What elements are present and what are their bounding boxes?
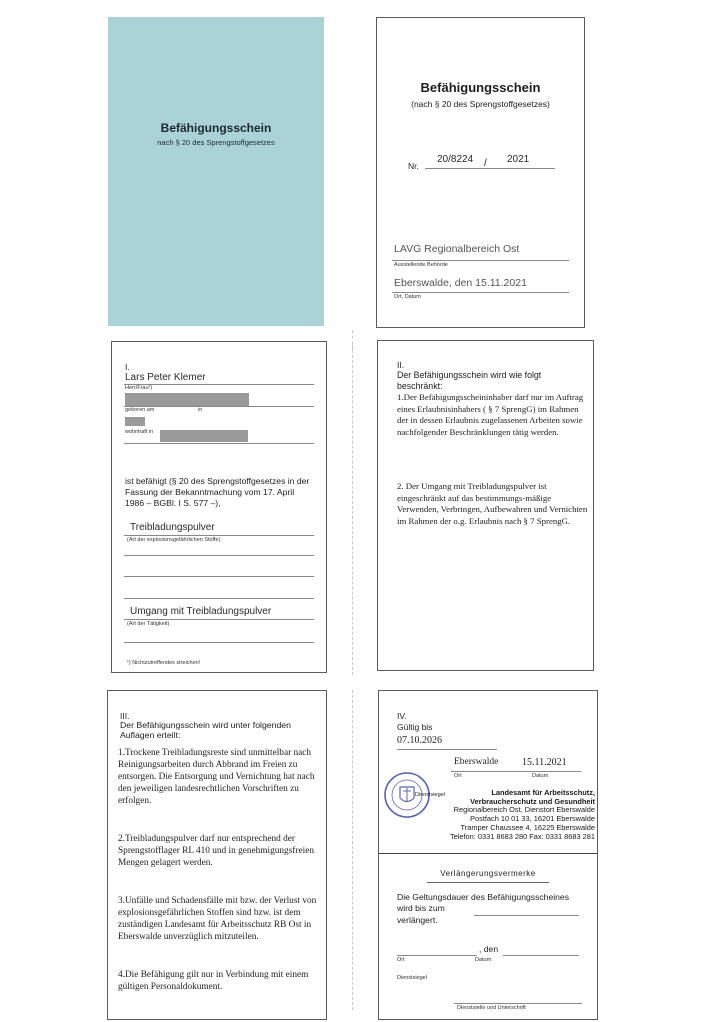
- page-two-intro: Der Befähigungsschein wird wie folgt beschränkt:: [397, 370, 542, 391]
- stamp-line-4: Postfach 10 01 33, 16201 Eberswalde: [470, 814, 595, 824]
- extension-end: verlängert.: [397, 915, 438, 925]
- nr-year: 2021: [507, 154, 530, 165]
- name-line: [124, 384, 314, 385]
- title-page: [376, 17, 585, 328]
- valid-until-line: [397, 749, 497, 750]
- extension-title-underline: [427, 882, 549, 883]
- issue-date: 15.11.2021: [522, 757, 567, 768]
- place-date-label: Ort, Datum: [394, 294, 421, 300]
- extension-ort-label: Ort: [397, 957, 405, 963]
- condition-4: 4.Die Befähigung gilt nur in Verbindung mit einem gültigen Personaldokument.: [118, 970, 309, 992]
- activity-extra-line: [124, 642, 314, 643]
- authority-line: [392, 260, 569, 261]
- page-three: [107, 690, 327, 1020]
- booklet-cover: [108, 17, 324, 326]
- restriction-1: 1.Der Befähigungsscheininhaber darf nur im Auftrag eines Erlaubnisinhabers ( § 7 SprengG) im Rahmen der in dessen Erlaubnis zugelassenen Arbeiten sowie nachfolgender Beschränklungen tätig werden.: [397, 392, 584, 438]
- title-page-title: Befähigungsschein: [420, 80, 541, 95]
- born-in-label: in: [198, 407, 203, 413]
- activity-value: Umgang mit Treibladungspulver: [130, 606, 272, 617]
- extension-date-line: [474, 915, 579, 916]
- stamp-line-2: Verbraucherschutz und Gesundheit: [470, 796, 595, 806]
- gutter-line-bottom: [352, 690, 353, 1010]
- substance-label: (Art der explosionsgefährlichen Stoffe): [127, 537, 221, 543]
- issue-line: [451, 771, 581, 772]
- condition-3: 3.Unfälle und Schadensfälle mit bzw. der Verlust von explosionsgefährlichen Stoffen sind bzw. ist dem zuständigen Landesamt für Arbeitsschutz RB Ost in Eberswalde unverzüglich mitzuteilen.: [118, 896, 317, 942]
- title-page-subtitle: (nach § 20 des Sprengstoffgesetzes): [411, 99, 550, 109]
- activity-label: (Art der Tätigkeit): [127, 621, 170, 627]
- page-three-intro: Der Befähigungsschein wird unter folgenden Auflagen erteilt:: [120, 720, 291, 741]
- page-one-number: I.: [125, 362, 130, 372]
- name-label: Herr/Frau¹): [125, 385, 153, 391]
- substance-extra-line-1: [124, 555, 314, 556]
- residence-line: [124, 443, 314, 444]
- extension-datum-label: Datum: [475, 957, 492, 963]
- extension-title: Verlängerungsvermerke: [440, 869, 536, 878]
- signature-label: Dienststelle und Unterschrift: [457, 1005, 526, 1011]
- place-date: Eberswalde, den 15.11.2021: [394, 277, 527, 289]
- place-date-line: [392, 292, 569, 293]
- qualification-text: ist befähigt (§ 20 des Sprengstoffgesetzes in der Fassung der Bekanntmachung vom 17. April 1986 – BGBl. I S. 577 –),: [125, 476, 310, 509]
- condition-1: 1.Trockene Treibladungsreste sind unmittelbar nach Reinigungsarbeiten durch Abbrand im Freien zu entsorgen. Die Entsorgung und Vernichtung hat nach den jeweiligen landesrechtlichen Vorschriften zu erfolgen.: [118, 748, 315, 806]
- page-four: [378, 690, 598, 1020]
- residence-label: wohnhaft in: [125, 429, 154, 435]
- substance-extra-line-3: [124, 598, 314, 599]
- substance-extra-line-2: [124, 576, 314, 577]
- valid-until-label: Gültig bis: [397, 722, 433, 732]
- gutter-line-middle: [352, 345, 353, 675]
- condition-2: 2.Treibladungspulver darf nur entsprechend der Sprengstofflager RL 410 und in genehmigungsfreien Mengen gelagert werden.: [118, 834, 314, 868]
- page-two-number: II.: [397, 360, 405, 370]
- restriction-2: 2. Der Umgang mit Treibladungspulver ist eingeschränkt auf das bestimmungs-mäßige Verwenden, Verbringen, Aufbewahren und Vernichten im Rahmen der o.g. Erlaubnis nach § 7 SprengG.: [397, 481, 588, 527]
- substance-value: Treibladungspulver: [130, 522, 215, 533]
- page-two: [377, 340, 594, 671]
- stamp-line-3: Regionalbereich Ost, Dienstort Eberswalde: [453, 805, 595, 815]
- nr-value: 20/8224: [437, 154, 474, 165]
- redacted-birth-data: [125, 393, 249, 407]
- page-one-footnote: ¹) Nichtzutreffendes streichen!: [127, 660, 201, 666]
- extension-den: , den: [479, 944, 499, 954]
- redacted-address-1: [125, 417, 145, 426]
- extension-date-line-2: [503, 955, 579, 956]
- born-label: geboren am: [125, 407, 155, 413]
- redacted-address-2: [160, 430, 248, 442]
- issue-place: Eberswalde: [454, 757, 499, 767]
- signature-line: [454, 1003, 582, 1004]
- issuing-authority: LAVG Regionalbereich Ost: [394, 243, 520, 255]
- stamp-line-1: Landesamt für Arbeitsschutz,: [491, 788, 595, 797]
- issue-place-label: Ort: [454, 773, 462, 779]
- official-stamp: [419, 789, 595, 841]
- seal-label: Dienstsiegel: [415, 792, 445, 798]
- page-four-number: IV.: [397, 711, 407, 721]
- extension-place-line: [397, 955, 477, 956]
- page-one: [111, 341, 327, 673]
- cover-title: Befähigungsschein: [160, 121, 272, 135]
- stamp-line-5: Tramper Chaussee 4, 16225 Eberswalde: [460, 822, 595, 832]
- valid-until-date: 07.10.2026: [397, 735, 442, 746]
- holder-name: Lars Peter Klemer: [125, 372, 206, 383]
- activity-line: [124, 619, 314, 620]
- nr-separator: /: [484, 158, 487, 169]
- page-three-number: III.: [120, 711, 130, 721]
- nr-label: Nr.: [408, 161, 419, 171]
- cover-subtitle: nach § 20 des Sprengstoffgesetzes: [157, 138, 275, 147]
- section-divider: [379, 853, 597, 854]
- substance-line: [124, 535, 314, 536]
- authority-label: Ausstellende Behörde: [394, 262, 448, 268]
- issue-date-label: Datum: [532, 773, 549, 779]
- extension-text: Die Geltungsdauer des Befähigungsscheines wird bis zum: [397, 892, 569, 913]
- stamp-line-6: Telefon: 0331 8683 280 Fax: 0331 8683 281: [449, 831, 595, 841]
- nr-line: [425, 168, 555, 169]
- extension-seal-label: Dienstsiegel: [397, 975, 427, 981]
